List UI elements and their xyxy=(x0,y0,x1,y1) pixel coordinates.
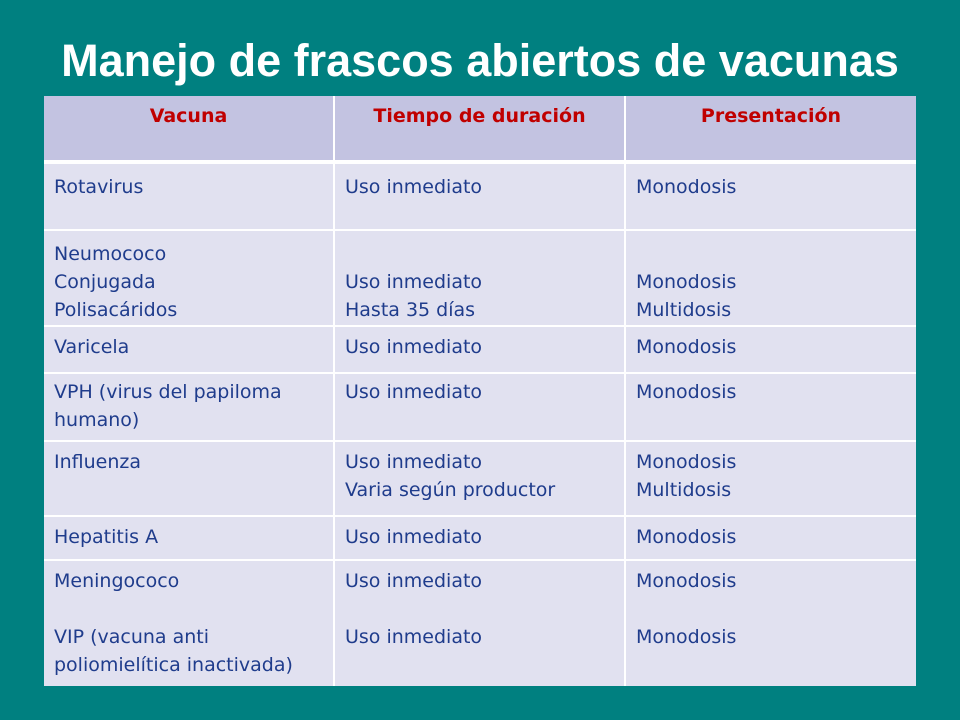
presentation-cell: Monodosis xyxy=(625,326,916,373)
vaccine-table xyxy=(44,96,916,686)
table-row xyxy=(44,441,916,516)
table-row xyxy=(44,373,916,441)
duration-cell: Uso inmediato xyxy=(334,516,625,560)
presentation-cell: Monodosis xyxy=(625,516,916,560)
vaccine-cell: Meningococo VIP (vacuna anti poliomielítica inactivada) xyxy=(44,560,334,686)
table-row xyxy=(44,326,916,373)
vaccine-cell: Rotavirus xyxy=(44,162,334,230)
column-header-tiempo-de-duracion: Tiempo de duración xyxy=(334,96,625,162)
vaccine-cell: VPH (virus del papiloma humano) xyxy=(44,373,334,441)
table-row xyxy=(44,162,916,230)
table-header-row xyxy=(44,96,916,162)
duration-cell: Uso inmediato Uso inmediato xyxy=(334,560,625,686)
vaccine-cell: Varicela xyxy=(44,326,334,373)
table-row xyxy=(44,230,916,326)
duration-cell: Uso inmediato xyxy=(334,373,625,441)
vaccine-cell: Hepatitis A xyxy=(44,516,334,560)
table-row xyxy=(44,560,916,686)
presentation-cell: Monodosis Multidosis xyxy=(625,441,916,516)
presentation-cell: Monodosis Multidosis xyxy=(625,230,916,326)
column-header-presentacion: Presentación xyxy=(625,96,916,162)
duration-cell: Uso inmediato Hasta 35 días xyxy=(334,230,625,326)
column-header-vacuna: Vacuna xyxy=(44,96,334,162)
presentation-cell: Monodosis xyxy=(625,162,916,230)
slide-title: Manejo de frascos abiertos de vacunas xyxy=(61,35,899,86)
duration-cell: Uso inmediato xyxy=(334,326,625,373)
presentation-cell: Monodosis Monodosis xyxy=(625,560,916,686)
presentation-cell: Monodosis xyxy=(625,373,916,441)
vaccine-cell: Neumococo Conjugada Polisacáridos xyxy=(44,230,334,326)
vaccine-cell: Influenza xyxy=(44,441,334,516)
duration-cell: Uso inmediato Varia según productor xyxy=(334,441,625,516)
table-row xyxy=(44,516,916,560)
duration-cell: Uso inmediato xyxy=(334,162,625,230)
